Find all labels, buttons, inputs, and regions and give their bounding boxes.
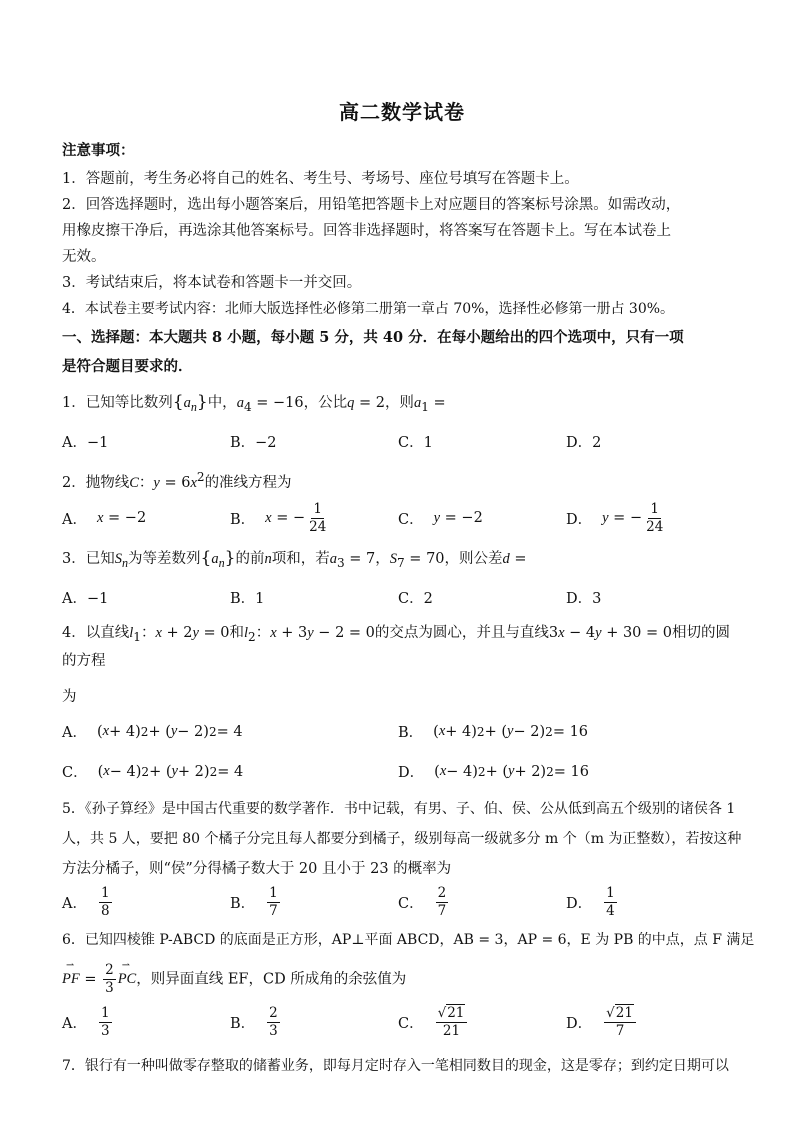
option-d: D． ( x − 4) 2 + ( y + 2) 2 = 16 [398,763,590,781]
option-c: C． $\frac{2}{7}$ [398,884,447,919]
note-line: 用橡皮擦干净后，再选涂其他答案标号。回答非选择题时，将答案写在答题卡上。写在本试卷上 [62,223,671,239]
option-d: D． $\frac{1}{4}$ [566,884,615,919]
option-b: B． $\frac{2}{3}$ [230,1004,278,1039]
question-6 [62,928,755,997]
note-line: 4．本试卷主要考试内容：北师大版选择性必修第二册第一章占 70%，选择性必修第一册占 30%。 [62,301,675,317]
question-6-line: 6．已知四棱锥 P-ABCD 的底面是正方形，AP⊥平面 ABCD，AB = 3，AP = 6，E 为 PB 的中点，点 F 满足 [62,931,755,948]
question-2-options [62,501,742,536]
option-a: A． $\frac{1}{3}$ [62,1004,110,1039]
option-b: B．1 [230,591,265,608]
option-d: D．3 [566,591,602,608]
question-4: 4．以直线$l_1$：x + 2y = 0和$l_2$：x + 3y − 2 = 0的交点为圆心，并且与直线3x − 4y + 30 = 0相切的圆的方程 [62,624,731,669]
option-a: A．−1 [62,435,109,452]
option-a: A． x = −2 [62,509,147,528]
question-1-options [62,429,742,455]
option-a: A． ( x + 4) 2 + ( y − 2) 2 = 4 [62,723,243,741]
question-5-options [62,885,742,920]
exam-page [62,96,755,1078]
question-5-line: 人，共 5 人，要把 80 个橘子分完且每人都要分到橘子，级别每高一级就多分 m 个（m 为正整数），若按这种 [62,830,742,847]
question-3-options [62,585,742,611]
question-6-options [62,1005,742,1040]
option-c: C． y = −2 [398,509,483,528]
note-line: 无效。 [62,249,106,265]
page-title: 高二数学试卷 [339,100,465,124]
question-4-options-cd [62,759,742,785]
option-b: B． x = − $\frac{1}{24}$ [230,500,327,535]
question-4-options-ab [62,719,742,745]
note-line: 2．回答选择题时，选出每小题答案后，用铅笔把答题卡上对应题目的答案标号涂黑。如需改动， [62,197,681,213]
option-d: D． y = − $\frac{1}{24}$ [566,500,664,535]
note-line: 3．考试结束后，将本试卷和答题卡一并交回。 [62,275,362,291]
option-c: C．2 [398,591,433,608]
question-6-line: ⇀ PF = $\frac{2}{3}$ ⇀ PC，则异面直线 EF，CD 所成角的余弦值为 [62,962,742,997]
question-5-line: 5．《孙子算经》是中国古代重要的数学著作．书中记载，有男、子、伯、侯、公从低到高五个级别的诸侯各 1 [62,800,736,817]
question-5 [62,797,742,881]
notes-heading: 注意事项： [62,142,135,159]
question-7: 7．银行有一种叫做零存整取的储蓄业务，即每月定时存入一笔相同数目的现金，这是零存；到约定日期可以 [62,1057,729,1074]
option-b: B． ( x + 4) 2 + ( y − 2) 2 = 16 [398,723,589,741]
note-line: 1．答题前，考生务必将自己的姓名、考生号、考场号、座位号填写在答题卡上。 [62,171,579,187]
option-b: B．−2 [230,435,277,452]
option-d: D．2 [566,435,602,452]
option-c: C． ( x − 4) 2 + ( y + 2) 2 = 4 [62,763,244,781]
option-a: A． $\frac{1}{8}$ [62,884,110,919]
question-4-tail: 为 [62,688,77,705]
question-3: 3．已知$S_n$为等差数列$\{a_n\}$的前n项和，若$a_3 = 7$，$S_7 = 70$，则公差d = [62,547,527,570]
section-heading-line: 是符合题目要求的． [62,358,193,375]
option-a: A．−1 [62,591,109,608]
option-c: C． $\frac{√21}{21}$ [398,1005,566,1040]
question-1: 1．已知等比数列$\{a_n\}$中，$a_4 = -16$，公比q = 2，则$a_1$ = [62,392,446,414]
question-5-line: 方法分橘子，则“侯”分得橘子数大于 20 且小于 23 的概率为 [62,860,452,877]
option-b: B． $\frac{1}{7}$ [230,884,278,919]
option-d: D． $\frac{√21}{7}$ [566,1005,734,1040]
section-heading-line: 一、选择题：本大题共 8 小题，每小题 5 分，共 40 分．在每小题给出的四个选项中，只有一项 [62,329,684,346]
question-2: 2．抛物线C：$y = 6x^2$的准线方程为 [62,469,292,491]
option-c: C．1 [398,435,433,452]
